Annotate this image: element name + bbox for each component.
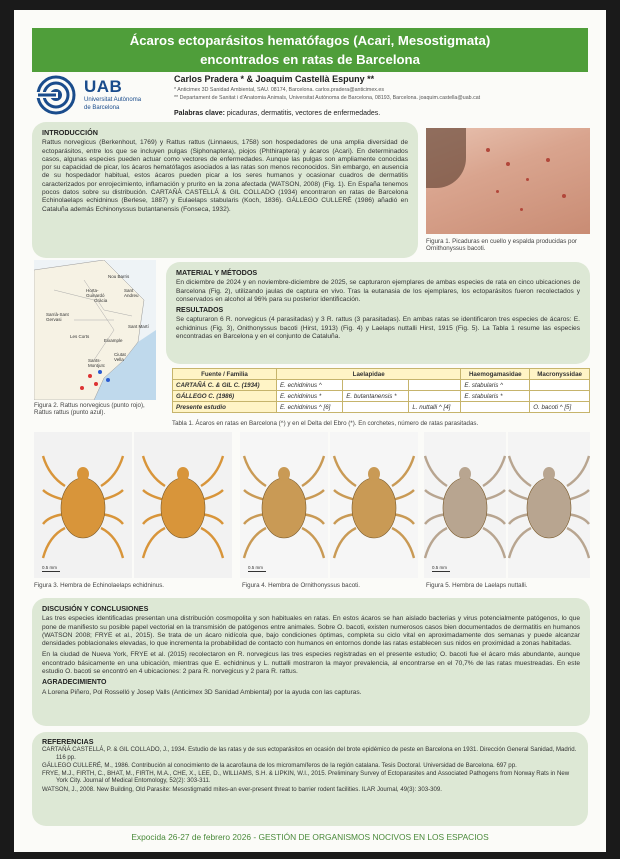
map-drawing — [34, 260, 156, 400]
ack-heading: AGRADECIMIENTO — [42, 679, 107, 687]
map-label-eixample: Eixample — [104, 338, 123, 343]
table-header-macronyssidae: Macronyssidae — [530, 369, 590, 380]
results-text: Se capturaron 6 R. norvegicus (4 parasitadas) y 3 R. rattus (3 parasitadas). En ambas ratas se identificaron tres especies de ácaros: E. echidninus (Fig. 3), Onithonyssus bacoti (Hirst, 1913) (Fig. 4) y Laelaps nuttalli Hirst, 1915 (Fig. 5). La Tabla 1 resume las especies encontradas en Barcelona y en el conjunto de Cataluña. — [176, 316, 580, 341]
table-header-haemogamasidae: Haemogamasidae — [461, 369, 530, 380]
poster — [14, 10, 606, 852]
scale-bar — [248, 571, 266, 572]
table-cell — [530, 380, 590, 391]
author-names: Carlos Pradera * & Joaquim Castellà Espuny ** — [174, 74, 375, 84]
intro-box — [32, 122, 418, 258]
discussion-box — [32, 598, 590, 726]
discussion-p2: En la ciudad de Nueva York, FRYE et al. (2015) recolectaron en R. norvegicus las tres especies registradas en el presente estudio; O. bacoti fue el ácaro más abundante, aunque encontrado básicamente en una ubicación, mientras que E. echidninus y L. nuttalli mostraron la mayor prevalencia, al encontrarse en el 70,7% de las ratas muestreadas. En este estudio O. bacoti se encontró en 4 ubicaciones: 2 para R. norvegicus y 2 para R. rattus. — [42, 651, 580, 676]
methods-text: En diciembre de 2024 y en noviembre-diciembre de 2025, se capturaron ejemplares de ambas especies de rata en cinco ubicaciones de Barcelona (Fig. 2), utilizando jaulas de captura en vivo. Tras la eutanasia de los ejemplares, los ectoparásitos fueron recolectados y conservados en alcohol al 96% para su posterior identificación. — [176, 279, 580, 303]
poster-title — [32, 28, 588, 72]
fig2-map — [34, 260, 156, 400]
affiliation-2: ** Departament de Sanitat i d'Anatomia Animals, Universitat Autònoma de Barcelona, 08193, Barcelona. joaquim.castella@uab.cat — [174, 95, 481, 101]
uab-logo — [36, 75, 158, 117]
fig5-caption: Figura 5. Hembra de Laelaps nuttalli. — [426, 582, 528, 589]
table-cell: L. nuttalli ^ [4] — [409, 402, 461, 413]
discussion-heading: DISCUSIÓN Y CONCLUSIONES — [42, 604, 149, 613]
mite-photo-echidninus-ventral — [34, 432, 132, 578]
methods-box — [166, 262, 590, 364]
table-cell: CARTAÑÁ C. & GIL C. (1934) — [173, 380, 277, 391]
methods-heading: MATERIAL Y MÉTODOS — [176, 268, 258, 277]
map-label-les-corts: Les Corts — [70, 334, 90, 339]
map-label-gracia: Gràcia — [94, 298, 108, 303]
mite-photo-nuttalli-2 — [508, 432, 590, 578]
title-line-1: Ácaros ectoparásitos hematófagos (Acari, Mesostigmata) — [129, 33, 491, 48]
logo-line-1: Universitat Autònoma — [84, 97, 142, 103]
table-cell: E. echidninus * — [277, 391, 343, 402]
table-header-row — [173, 369, 590, 380]
mite-photo-bacoti-2 — [330, 432, 418, 578]
logo-line-2: de Barcelona — [84, 104, 120, 111]
results-heading: RESULTADOS — [176, 307, 224, 315]
intro-text: Rattus norvegicus (Berkenhout, 1769) y Rattus rattus (Linnaeus, 1758) son hospedadores de una amplia diversidad de ectoparásitos, entre los que se incluyen pulgas (Siphonaptera), piojos (Phthiraptera) y ácaros (Acari). En determinados casos, algunas especies pueden actuar como vectores de enfermedades. Aunque las pulgas son ampliamente conocidas por su capacidad de picar, los ácaros hematófagos asociados a las ratas son menos reconocidos. Sin embargo, en ausencia de su hospedador habitual, estos ácaros pueden picar a los seres humanos y ocasionar cuadros de dermatitis caracterizados por enrojecimiento, inflamación y prurito en la zona afectada (WATSON, 2008) (Fig. 1). En España tenemos pocos datos sobre su distribución. CARTAÑÁ CASTELLÁ & GIL COLLADO (1934) encontraron en ratas de Barcelona Echinolaelaps echidninus (Berlese, 1887) y Eulaelaps stabularis (Koch, 1836). GÁLLEGO CULLERÉ (1986) añadió en Cataluña además Echinonyssus butantanensis (Fonseca, 1932). — [42, 139, 408, 213]
fig1-caption: Figura 1. Picaduras en cuello y espalda producidas por Ornithonyssus bacoti. — [426, 238, 577, 253]
map-label-sant-marti: Sant Martí — [128, 324, 149, 329]
intro-heading: INTRODUCCIÓN — [42, 128, 98, 137]
fig1-photo — [426, 128, 590, 234]
species-table — [172, 368, 590, 413]
logo-name: UAB — [84, 77, 123, 96]
table-row — [173, 402, 590, 413]
fig2-caption: Figura 2. Rattus norvegicus (punto rojo), Rattus rattus (punto azul). — [34, 402, 145, 417]
table-cell: E. echidninus ^ — [277, 380, 343, 391]
authors-block — [174, 74, 594, 101]
scale-label: 0.5 mm — [248, 565, 264, 570]
table-row — [173, 391, 590, 402]
map-label-sant-andreu: Sant Andreu — [124, 288, 139, 298]
scale-label: 0.5 mm — [432, 565, 448, 570]
table-cell: E. stabularis * — [461, 391, 530, 402]
references-box — [32, 732, 588, 826]
table-header-source: Fuente / Familia — [173, 369, 277, 380]
table-cell — [343, 380, 409, 391]
mite-photo-echidninus-dorsal — [134, 432, 232, 578]
footer: Expocida 26-27 de febrero 2026 - GESTIÓN DE ORGANISMOS NOCIVOS EN LOS ESPACIOS — [131, 832, 489, 842]
keywords-label: Palabras clave: — [174, 110, 225, 117]
keywords — [174, 110, 380, 117]
table-row — [173, 380, 590, 391]
scale-bar — [42, 571, 60, 572]
table-caption: Tabla 1. Ácaros en ratas en Barcelona (^) y en el Delta del Ebro (*). En corchetes, número de ratas parasitadas. — [172, 420, 479, 427]
table-cell: E. stabularis ^ — [461, 380, 530, 391]
table-cell: Presente estudio — [173, 402, 277, 413]
table-cell — [461, 402, 530, 413]
fig4-caption: Figura 4. Hembra de Ornithonyssus bacoti. — [242, 582, 360, 589]
table-cell: E. butantanensis * — [343, 391, 409, 402]
table-header-laelapidae: Laelapidae — [277, 369, 461, 380]
scale-bar — [432, 571, 450, 572]
reference-item: GÁLLEGO CULLERÉ, M., 1986. Contribución al conocimiento de la acarofauna de los micromamíferos de la región catalana. Tesis Doctoral. Universidad de Barcelona. 697 pp. — [42, 761, 517, 769]
mite-photo-nuttalli-1 — [424, 432, 506, 578]
discussion-p1: Las tres especies identificadas presentan una distribución cosmopolita y son habituales en ratas. En estos ácaros se han aislado bacterias y virus potencialmente patógenos, lo que pone de manifiesto su posible papel vectorial en la transmisión de patógenos entre animales. Sobre O. bacoti, existen numerosos casos bien documentados de dermatitis en humanos (WATSON 2008; FRYE et al., 2015). Se trata de un ácaro nidícola que, bajo condiciones óptimas, completa su ciclo vital en aproximadamente dos semanas y puede alcanzar densidades poblacionales elevadas, lo que incrementa la probabilidad de contacto con humanos en entornos donde las ratas establecen sus nidos en proximidad a zonas habitadas. — [42, 615, 580, 648]
keywords-text: picaduras, dermatitis, vectores de enfermedades. — [224, 110, 381, 117]
table-cell — [343, 402, 409, 413]
mite-photo-bacoti-1 — [240, 432, 328, 578]
logo-subtitle — [84, 97, 141, 112]
affiliation-1: * Anticimex 3D Sanidad Ambiental, SAU. 08174, Barcelona. carlos.pradera@anticimex.es — [174, 87, 385, 93]
map-label-horta: Horta-Guinardó — [86, 288, 105, 298]
fig3-caption: Figura 3. Hembra de Echinolaelaps echidninus. — [34, 582, 165, 589]
map-label-sants: Sants-Montjuïc — [88, 358, 106, 368]
map-label-sarria: Sarrià-Sant Gervasi — [46, 312, 69, 322]
table-cell: O. bacoti ^ [5] — [530, 402, 590, 413]
reference-item: FRYE, M.J., FIRTH, C., BHAT, M., FIRTH, M.A., CHE, X., LEE, D., WILLIAMS, S.H. & LIPKIN, W.I., 2015. Preliminary Survey of Ectoparasites and Associated Pathogens from Norway Rats in New York City. Journal of Medical Entomology, 52(2): 303-311. — [42, 770, 570, 785]
reference-item: CARTAÑÁ CASTELLÁ, P. & GIL COLLADO, J., 1934. Estudio de las ratas y de sus ectoparásitos en ocasión del brote epidémico de peste en Barcelona en 1931. Dirección General Sanidad, Madrid. 116 pp. — [42, 746, 577, 761]
map-label-nou-barris: Nou Barris — [108, 274, 130, 279]
table-cell — [409, 380, 461, 391]
table-cell: E. echidninus ^ [6] — [277, 402, 343, 413]
references-heading: REFERENCIAS — [42, 737, 94, 746]
title-line-2: encontrados en ratas de Barcelona — [200, 52, 420, 67]
reference-item: WATSON, J., 2008. New Building, Old Parasite: Mesostigmatid mites-an ever-present threat to barrier rodent facilities. ILAR Journal, 49(3): 303-309. — [42, 785, 442, 793]
table-cell — [530, 391, 590, 402]
ack-text: A Lorena Piñero, Pol Rosselló y Josep Valls (Anticimex 3D Sanidad Ambiental) por la ayuda con las capturas. — [42, 688, 362, 696]
table-cell: GÁLLEGO C. (1986) — [173, 391, 277, 402]
uab-logo-icon — [36, 75, 76, 115]
scale-label: 0.5 mm — [42, 565, 58, 570]
table-cell — [409, 391, 461, 402]
map-label-ciutat-vella: Ciutat Vella — [114, 352, 126, 362]
